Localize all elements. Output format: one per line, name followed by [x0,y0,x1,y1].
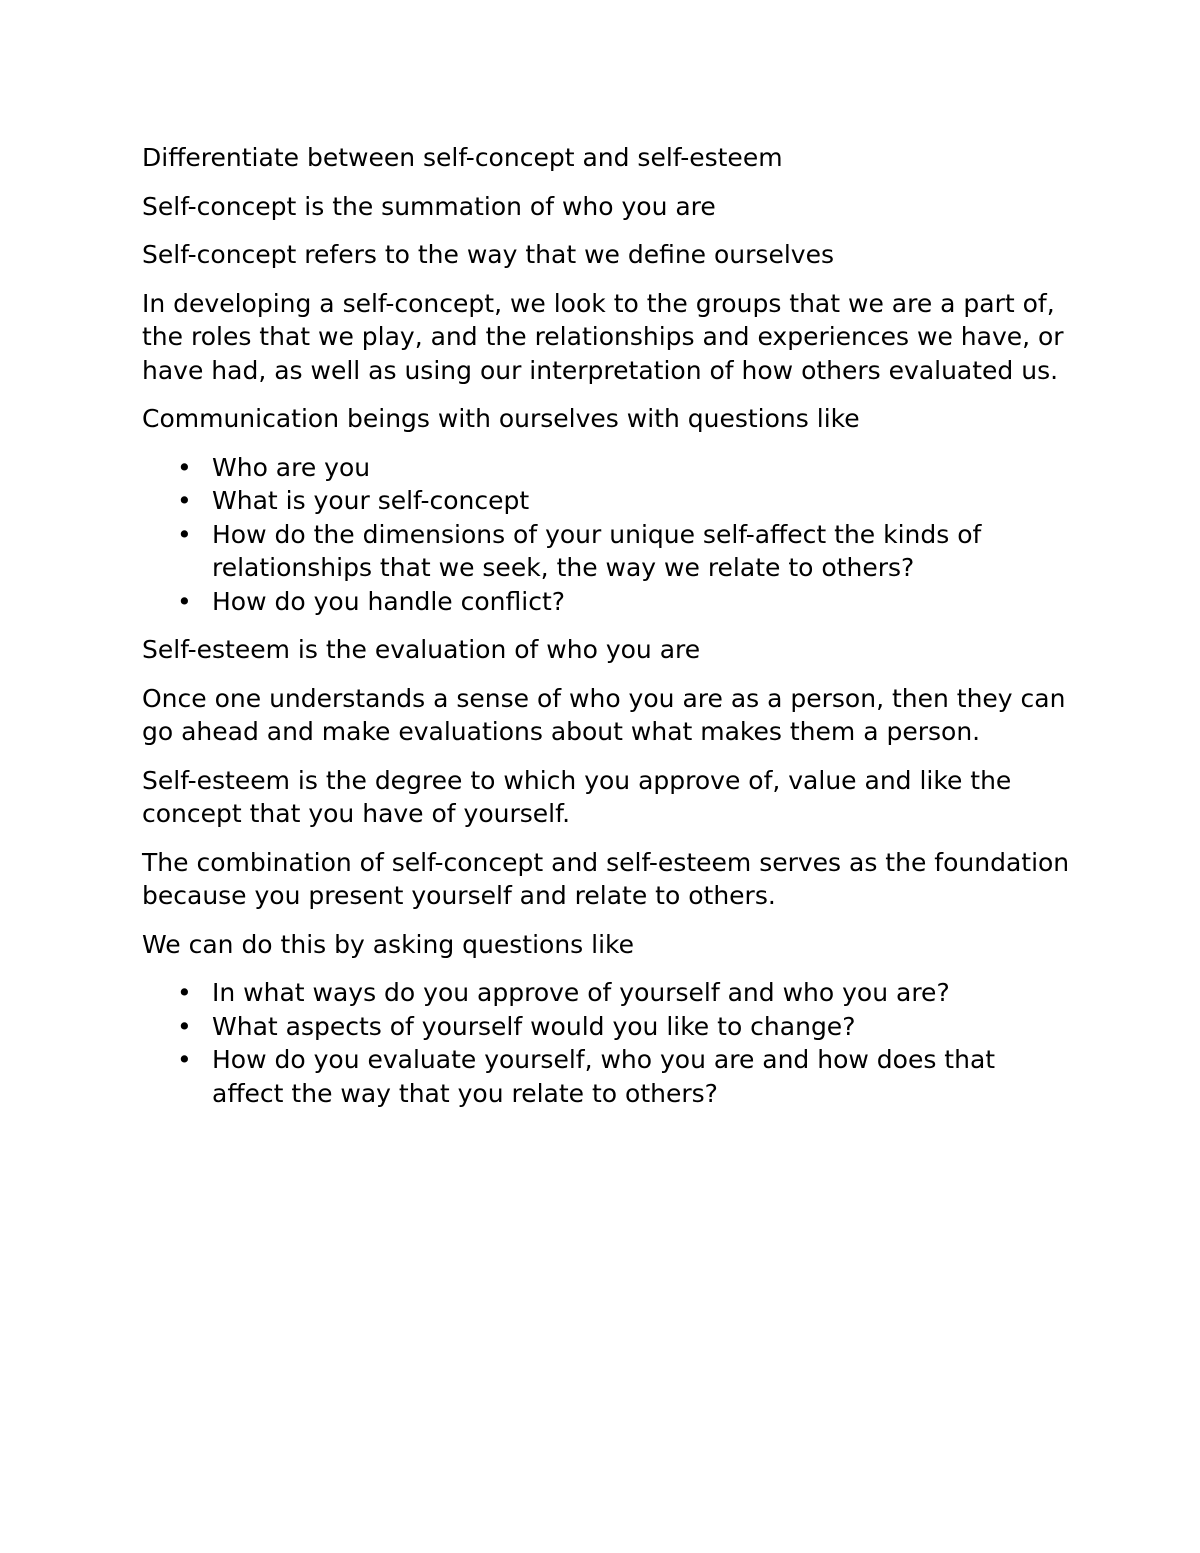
paragraph-self-esteem-evaluation: Self-esteem is the evaluation of who you are [142,635,701,664]
paragraph-self-concept-summation: Self-concept is the summation of who you are [142,191,716,221]
paragraph-communication-questions: Communication beings with ourselves with questions like [142,404,860,433]
paragraph-combination-foundation: The combination of self-concept and self-esteem serves as the foundation because you present yourself and relate to others. [142,847,1070,910]
list-item-text: How do you evaluate yourself, who you are and how does that affect the way that you relate to others? [212,1045,996,1108]
bullet-icon: • [177,452,192,482]
bullet-icon: • [177,978,192,1007]
bullet-icon: • [177,1045,192,1074]
paragraph-self-concept-definition: Self-concept refers to the way that we define ourselves [142,240,834,269]
list-item-text: In what ways do you approve of yourself and who you are? [212,978,950,1007]
list-item [142,451,1072,485]
list-item [142,1010,1072,1044]
list-item [142,484,1072,518]
bullet-list-self-esteem [142,976,1072,1110]
list-item-text: How do the dimensions of your unique self-affect the kinds of relationships that we seek, the way we relate to others? [212,519,982,582]
bullet-icon: • [177,519,192,549]
list-item [142,976,1072,1010]
list-item [142,518,1072,585]
paragraph-understanding-person: Once one understands a sense of who you are as a person, then they can go ahead and make evaluations about what makes them a person. [142,683,1066,746]
paragraph-self-esteem-degree: Self-esteem is the degree to which you approve of, value and like the concept that you have of yourself. [142,765,1012,828]
bullet-list-self-concept [142,451,1072,619]
paragraph-heading: Differentiate between self-concept and self-esteem [142,143,783,172]
paragraph-asking-questions: We can do this by asking questions like [142,929,634,959]
bullet-icon: • [177,586,192,616]
paragraph-developing-self-concept: In developing a self-concept, we look to the groups that we are a part of, the roles that we play, and the relationships and experiences we have, or have had, as well as using our interpretation of how others evaluated us. [142,288,1064,385]
list-item-text: What is your self-concept [212,486,530,515]
list-item [142,1043,1072,1110]
list-item [142,585,1072,619]
document-page [142,141,1072,1125]
list-item-text: Who are you [212,452,371,482]
list-item-text: How do you handle conflict? [212,586,566,616]
bullet-icon: • [177,486,192,515]
list-item-text: What aspects of yourself would you like to change? [212,1011,856,1041]
bullet-icon: • [177,1011,192,1041]
